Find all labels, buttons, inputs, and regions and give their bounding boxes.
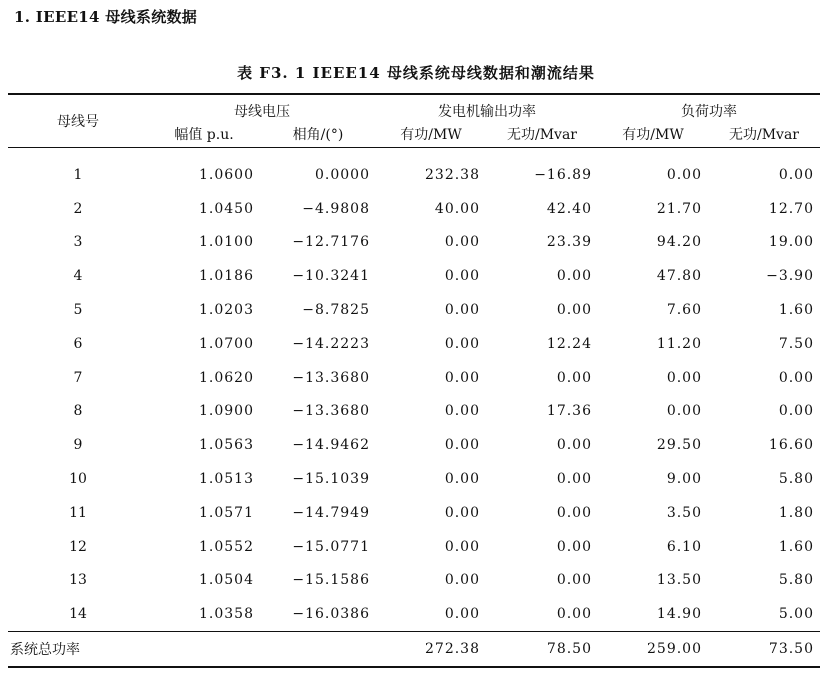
cell-angle: 0.0000 [315, 166, 370, 183]
cell-load-p: 9.00 [666, 471, 702, 488]
cell-gen-p: 232.38 [425, 166, 480, 183]
cell-gen-q: 0.00 [556, 369, 592, 386]
cell-angle: −16.0386 [292, 606, 370, 623]
cell-gen-p: 0.00 [444, 335, 480, 352]
cell-load-q: 0.00 [778, 166, 814, 183]
cell-gen-p: 0.00 [444, 471, 480, 488]
totals-gen-q: 78.50 [486, 632, 598, 668]
cell-bus-id: 13 [69, 572, 87, 589]
table-row [8, 259, 820, 293]
cell-gen-p: 0.00 [444, 403, 480, 420]
totals-empty-angle [260, 632, 376, 668]
cell-angle: −15.1586 [292, 572, 370, 589]
cell-gen-p: 0.00 [444, 268, 480, 285]
cell-gen-p: 0.00 [444, 302, 480, 319]
cell-load-p: 29.50 [656, 437, 702, 454]
cell-magnitude: 1.0504 [199, 572, 254, 589]
cell-magnitude: 1.0563 [199, 437, 254, 454]
cell-gen-q: 17.36 [546, 403, 592, 420]
cell-bus-id: 8 [73, 403, 83, 420]
cell-gen-q: −16.89 [534, 166, 592, 183]
cell-gen-q: 42.40 [546, 200, 592, 217]
table-row [8, 293, 820, 327]
cell-angle: −14.9462 [292, 437, 370, 454]
cell-angle: −15.1039 [292, 471, 370, 488]
cell-magnitude: 1.0552 [199, 538, 254, 555]
table-row [8, 462, 820, 496]
cell-load-q: 1.60 [778, 302, 814, 319]
cell-magnitude: 1.0450 [199, 200, 254, 217]
header-bus: 母线号 [8, 94, 148, 148]
header-voltage-group: 母线电压 [234, 104, 290, 120]
cell-bus-id: 7 [73, 369, 83, 386]
table-row [8, 226, 820, 260]
section-heading: 1. IEEE14 母线系统数据 [14, 8, 198, 26]
cell-load-q: 7.50 [778, 335, 814, 352]
cell-load-p: 0.00 [666, 166, 702, 183]
cell-load-q: 0.00 [778, 369, 814, 386]
cell-bus-id: 6 [73, 335, 83, 352]
cell-load-p: 0.00 [666, 403, 702, 420]
cell-gen-p: 0.00 [444, 437, 480, 454]
cell-magnitude: 1.0358 [199, 606, 254, 623]
cell-angle: −10.3241 [292, 268, 370, 285]
cell-bus-id: 9 [73, 437, 83, 454]
table-row [8, 564, 820, 598]
cell-bus-id: 4 [73, 268, 83, 285]
cell-gen-p: 40.00 [434, 200, 480, 217]
cell-gen-p: 0.00 [444, 234, 480, 251]
cell-load-p: 6.10 [666, 538, 702, 555]
cell-gen-q: 0.00 [556, 504, 592, 521]
header-load-group: 负荷功率 [681, 104, 737, 120]
cell-magnitude: 1.0100 [199, 234, 254, 251]
cell-load-p: 94.20 [656, 234, 702, 251]
cell-load-p: 7.60 [666, 302, 702, 319]
cell-bus-id: 3 [73, 234, 83, 251]
cell-gen-p: 0.00 [444, 538, 480, 555]
cell-magnitude: 1.0513 [199, 471, 254, 488]
cell-load-q: 5.80 [778, 572, 814, 589]
cell-load-p: 3.50 [666, 504, 702, 521]
cell-load-q: 1.60 [778, 538, 814, 555]
table-row [8, 192, 820, 226]
cell-magnitude: 1.0186 [199, 268, 254, 285]
cell-load-p: 11.20 [656, 335, 702, 352]
totals-gen-p: 272.38 [376, 632, 486, 668]
cell-load-p: 13.50 [656, 572, 702, 589]
cell-load-q: 0.00 [778, 403, 814, 420]
cell-angle: −15.0771 [292, 538, 370, 555]
cell-angle: −14.7949 [292, 504, 370, 521]
cell-load-q: 12.70 [768, 200, 814, 217]
header-gen-p: 有功/MW [376, 121, 486, 148]
header-load-q: 无功/Mvar [708, 121, 820, 148]
header-gen-q: 无功/Mvar [486, 121, 598, 148]
cell-gen-q: 0.00 [556, 302, 592, 319]
cell-magnitude: 1.0571 [199, 504, 254, 521]
cell-load-q: 16.60 [768, 437, 814, 454]
cell-load-p: 21.70 [656, 200, 702, 217]
cell-gen-p: 0.00 [444, 606, 480, 623]
cell-load-q: −3.90 [766, 268, 814, 285]
cell-gen-p: 0.00 [444, 572, 480, 589]
cell-load-q: 5.80 [778, 471, 814, 488]
cell-gen-q: 0.00 [556, 471, 592, 488]
cell-magnitude: 1.0600 [199, 166, 254, 183]
header-magnitude: 幅值 p.u. [148, 121, 260, 148]
totals-empty-magnitude [148, 632, 260, 668]
totals-load-p: 259.00 [598, 632, 708, 668]
cell-bus-id: 10 [69, 471, 87, 488]
header-load-p: 有功/MW [598, 121, 708, 148]
cell-gen-q: 0.00 [556, 437, 592, 454]
cell-magnitude: 1.0620 [199, 369, 254, 386]
table-row [8, 395, 820, 429]
table-row [8, 361, 820, 395]
cell-gen-q: 23.39 [546, 234, 592, 251]
table-body [8, 148, 820, 632]
cell-gen-p: 0.00 [444, 504, 480, 521]
table-caption: 表 F3. 1 IEEE14 母线系统母线数据和潮流结果 [237, 64, 595, 82]
cell-load-p: 0.00 [666, 369, 702, 386]
cell-angle: −8.7825 [302, 302, 370, 319]
table-row [8, 530, 820, 564]
cell-magnitude: 1.0700 [199, 335, 254, 352]
header-angle: 相角/(°) [260, 121, 376, 148]
table-row [8, 597, 820, 631]
table-row [8, 496, 820, 530]
cell-bus-id: 12 [69, 538, 87, 555]
cell-gen-q: 0.00 [556, 606, 592, 623]
totals-load-q: 73.50 [708, 632, 820, 668]
cell-gen-p: 0.00 [444, 369, 480, 386]
cell-load-q: 5.00 [778, 606, 814, 623]
totals-label: 系统总功率 [8, 632, 148, 668]
cell-gen-q: 0.00 [556, 572, 592, 589]
cell-angle: −14.2223 [292, 335, 370, 352]
bus-data-table [8, 93, 820, 668]
cell-bus-id: 5 [73, 302, 83, 319]
cell-load-p: 14.90 [656, 606, 702, 623]
table-row [8, 148, 820, 192]
cell-load-q: 19.00 [768, 234, 814, 251]
cell-magnitude: 1.0900 [199, 403, 254, 420]
header-generator-group: 发电机输出功率 [438, 104, 536, 120]
cell-bus-id: 11 [69, 504, 87, 521]
cell-gen-q: 0.00 [556, 538, 592, 555]
cell-load-q: 1.80 [778, 504, 814, 521]
cell-bus-id: 2 [73, 200, 83, 217]
cell-angle: −4.9808 [302, 200, 370, 217]
cell-angle: −13.3680 [292, 403, 370, 420]
cell-bus-id: 14 [69, 606, 87, 623]
cell-angle: −12.7176 [292, 234, 370, 251]
cell-magnitude: 1.0203 [199, 302, 254, 319]
cell-load-p: 47.80 [656, 268, 702, 285]
cell-bus-id: 1 [73, 166, 83, 183]
cell-gen-q: 12.24 [546, 335, 592, 352]
cell-angle: −13.3680 [292, 369, 370, 386]
table-row [8, 428, 820, 462]
totals-row [8, 632, 820, 668]
table-row [8, 327, 820, 361]
cell-gen-q: 0.00 [556, 268, 592, 285]
